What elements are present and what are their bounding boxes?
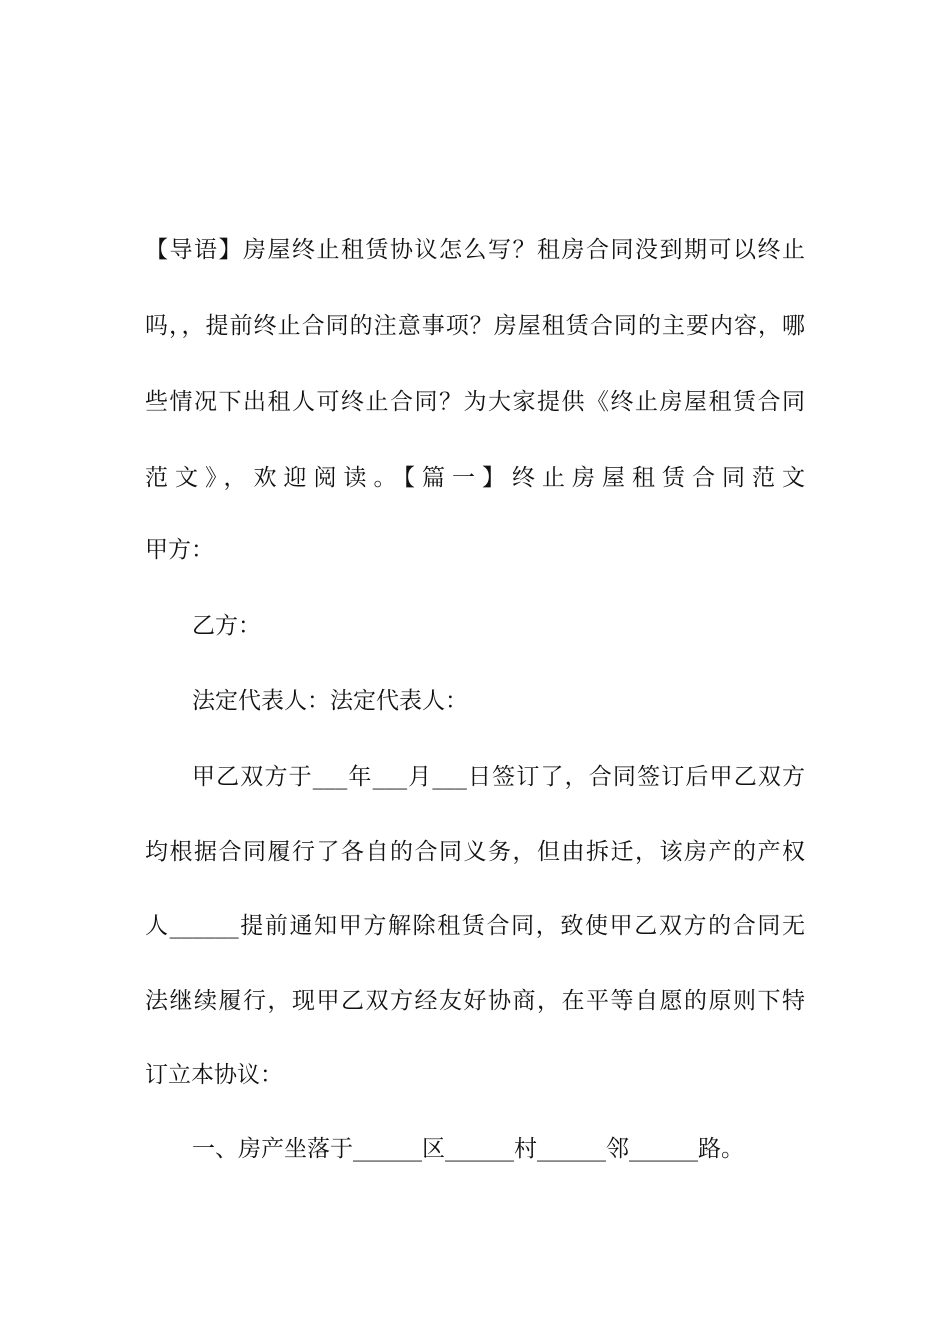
body-line-1: 甲乙双方于___年___月___日签订了，合同签订后甲乙双方 [192,764,805,790]
intro-line-4: 范文》，欢迎阅读。【篇一】终止房屋租赁合同范文 [145,465,805,491]
party-a-label: 甲方： [145,537,214,563]
body-line-2: 均根据合同履行了各自的合同义务，但由拆迁，该房产的产权 [145,839,805,865]
body-line-5: 订立本协议： [145,1062,283,1088]
legal-representative-line: 法定代表人：法定代表人： [192,688,468,714]
body-line-3: 人______提前通知甲方解除租赁合同，致使甲乙双方的合同无 [145,913,805,939]
intro-line-1: 【导语】房屋终止租赁协议怎么写？租房合同没到期可以终止 [145,237,805,263]
party-b-label: 乙方： [192,613,261,639]
intro-line-2: 吗，，提前终止合同的注意事项？房屋租赁合同的主要内容，哪 [145,313,805,339]
body-line-4: 法继续履行，现甲乙双方经友好协商，在平等自愿的原则下特 [145,988,805,1014]
clause-1: 一、房产坐落于______区______村______邻______路。 [192,1136,744,1162]
intro-line-3: 些情况下出租人可终止合同？为大家提供《终止房屋租赁合同 [145,389,805,415]
